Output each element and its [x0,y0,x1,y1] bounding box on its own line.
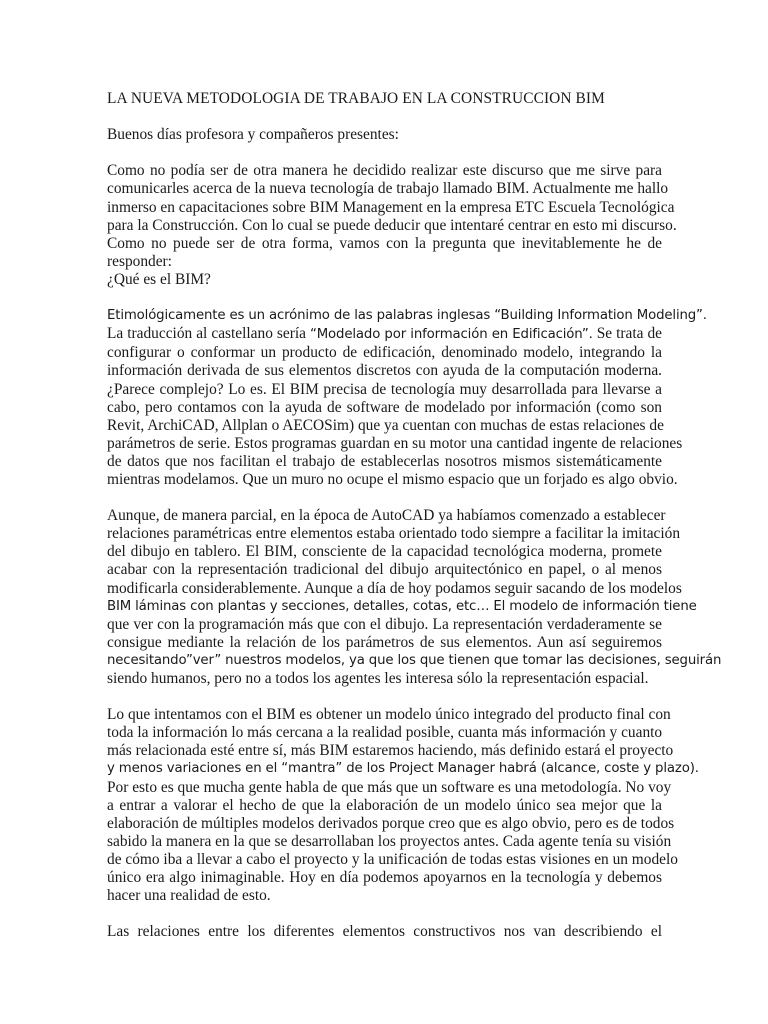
text-line: responder: [107,252,172,270]
text-line: siendo humanos, pero no a todos los agentes les interesa sólo la representación espacial. [107,670,649,687]
paragraph-relations [107,923,662,941]
text-span: Se trata de [592,325,662,343]
paragraph-definition [107,307,707,489]
text-line: mientras modelamos. Que un muro no ocupe el mismo espacio que un forjado es algo obvio. [107,470,678,488]
greeting: Buenos días profesora y compañeros presentes: [107,126,399,144]
text-line: del dibujo en tablero. El BIM, consciente de la capacidad tecnológica moderna, promete [107,543,662,561]
paragraph-intro [107,162,677,289]
text-line: Las relaciones entre los diferentes elementos constructivos nos van describiendo el [107,923,662,941]
text-line: relaciones paramétricas entre elementos estaba orientado todo siempre a facilitar la imitación [107,525,681,543]
text-line: modificarla considerablemente. Aunque a día de hoy podamos seguir sacando de los modelos [107,579,682,597]
text-line: Lo que intentamos con el BIM es obtener un modelo único integrado del producto final con [107,706,671,724]
text-line: que ver con la programación más que con el dibujo. La representación verdaderamente se [107,615,662,633]
text-line: para la Construcción. Con lo cual se puede deducir que intentaré centrar en esto mi discurso. [107,216,677,234]
text-line: Como no podía ser de otra manera he decidido realizar este discurso que me sirve para [107,162,662,180]
text-line: a entrar a valorar el hecho de que la elaboración de un modelo único sea mejor que la [107,796,662,814]
text-line: Revit, ArchiCAD, Allplan o AECOSim) que ya cuentan con muchas de estas relaciones de [107,416,664,434]
text-line: sabido la manera en la que se desarrollaban los proyectos antes. Cada agente tenía su visión [107,832,672,850]
text-line: Etimológicamente es un acrónimo de las palabras inglesas “Building Information Modeling”. [107,308,707,324]
text-span: “Modelado por información en Edificación”. [310,327,593,343]
text-line: de cómo iba a llevar a cabo el proyecto y la unificación de todas estas visiones en un modelo [107,850,678,868]
text-line: inmerso en capacitaciones sobre BIM Management en la empresa ETC Escuela Tecnológica [107,198,675,216]
document-title: LA NUEVA METODOLOGIA DE TRABAJO EN LA CONSTRUCCION BIM [107,90,605,107]
text-line: más relacionada esté entre sí, más BIM estaremos haciendo, más definido estará el proyecto [107,742,674,760]
question-heading: ¿Qué es el BIM? [107,270,211,288]
text-line: comunicarles acerca de la nueva tecnología de trabajo llamado BIM. Actualmente me hallo [107,180,669,198]
text-line: Como no puede ser de otra forma, vamos con la pregunta que inevitablemente he de [107,234,662,252]
text-line: información derivada de sus elementos discretos con ayuda de la computación moderna. [107,362,662,380]
text-line: toda la información lo más cercana a la realidad posible, cuanta más información y cuanto [107,724,663,742]
document-body [107,90,722,960]
text-line: único era algo inimaginable. Hoy en día podemos apoyarnos en la tecnología y debemos [107,869,662,887]
text-line: de datos que nos facilitan el trabajo de establecerlas nosotros mismos sistemáticamente [107,452,662,470]
text-span: La traducción al castellano sería [107,325,310,343]
text-line: BIM láminas con plantas y secciones, detalles, cotas, etc… El modelo de información tiene [107,598,697,614]
text-line: necesitando”ver” nuestros modelos, ya que los que tienen que tomar las decisiones, seguirán [107,652,722,668]
text-line: Por esto es que mucha gente habla de que más que un software es una metodología. No voy [107,778,672,796]
text-line: configurar o conformar un producto de edificación, denominado modelo, integrando la [107,344,662,362]
text-line: cabo, pero contamos con la ayuda de software de modelado por información (como son [107,398,662,416]
paragraph-autocad [107,507,722,688]
text-line: elaboración de múltiples modelos derivados porque creo que es algo obvio, pero es de todos [107,814,675,832]
paragraph-model [107,706,699,905]
text-line [107,325,662,344]
text-line: consigue mediante la relación de los parámetros de sus elementos. Aun así seguiremos [107,633,662,651]
text-line: y menos variaciones en el “mantra” de los Project Manager habrá (alcance, coste y plazo). [107,761,699,777]
text-line: Aunque, de manera parcial, en la época de AutoCAD ya habíamos comenzado a establecer [107,507,666,525]
text-line: parámetros de serie. Estos programas guardan en su motor una cantidad ingente de relaciones [107,434,683,452]
text-line: hacer una realidad de esto. [107,887,271,905]
text-line: acabar con la representación tradicional del dibujo arquitectónico en papel, o al menos [107,561,662,579]
text-line: ¿Parece complejo? Lo es. El BIM precisa de tecnología muy desarrollada para llevarse a [107,380,662,398]
